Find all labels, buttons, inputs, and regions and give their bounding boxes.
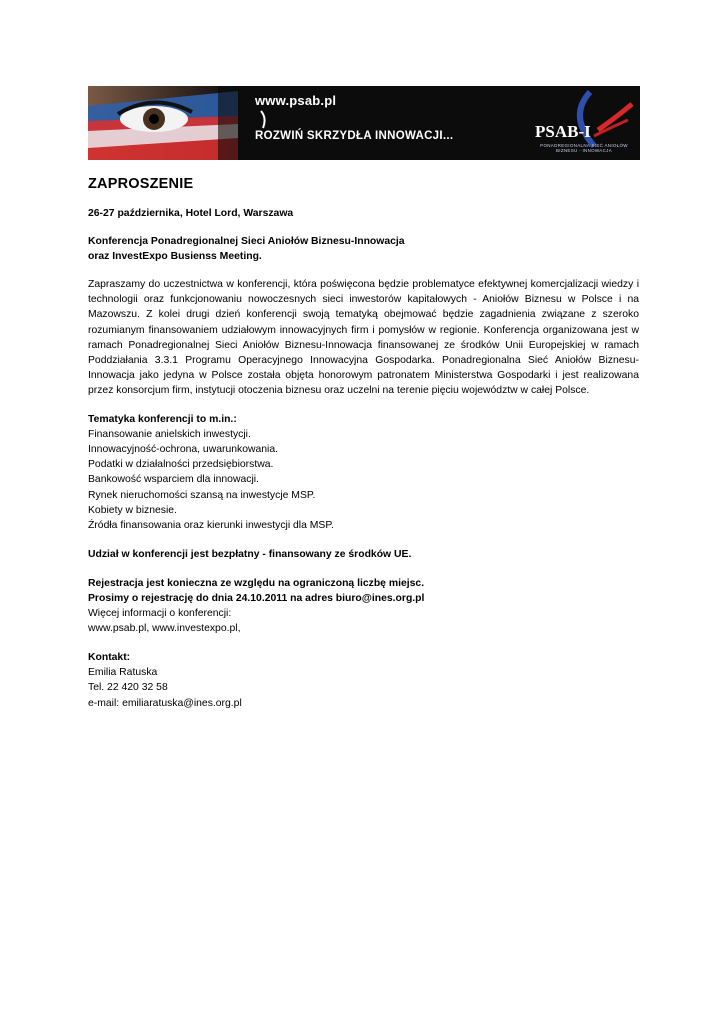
free-participation-note: Udział w konferencji jest bezpłatny - finansowany ze środków UE. bbox=[88, 548, 412, 560]
banner-url: www.psab.pl bbox=[255, 93, 337, 108]
topic-item: Rynek nieruchomości szansą na inwestycje MSP. bbox=[88, 489, 316, 501]
event-date-location: 26-27 października, Hotel Lord, Warszawa bbox=[88, 208, 294, 219]
topic-item: Kobiety w biznesie. bbox=[88, 504, 177, 516]
contact-section bbox=[88, 650, 639, 710]
more-info-links[interactable]: www.psab.pl, www.investexpo.pl, bbox=[88, 623, 241, 635]
registration-section bbox=[88, 576, 639, 636]
registration-deadline-note: Prosimy o rejestrację do dnia 24.10.2011 na adres biuro@ines.org.pl bbox=[88, 592, 425, 604]
topics-heading: Tematyka konferencji to m.in.: bbox=[88, 414, 237, 426]
conference-name bbox=[88, 234, 639, 264]
feather-mark-icon bbox=[258, 110, 272, 130]
topics-section bbox=[88, 412, 639, 533]
more-info-label: Więcej informacji o konferencji: bbox=[88, 608, 232, 620]
topic-item: Finansowanie anielskich inwestycji. bbox=[88, 429, 251, 441]
contact-phone: Tel. 22 420 32 58 bbox=[88, 682, 168, 694]
banner-slogan: ROZWIŃ SKRZYDŁA INNOWACJI... bbox=[255, 130, 454, 142]
eye-artwork-image bbox=[88, 86, 238, 160]
contact-name: Emilia Ratuska bbox=[88, 667, 158, 679]
registration-required-note: Rejestracja jest konieczna ze względu na ograniczoną liczbę miejsc. bbox=[88, 577, 425, 589]
psab-logo-text: PSAB-I bbox=[535, 122, 591, 141]
contact-email[interactable]: e-mail: emiliaratuska@ines.org.pl bbox=[88, 697, 242, 709]
contact-heading: Kontakt: bbox=[88, 652, 131, 664]
topic-item: Źródła finansowania oraz kierunki inwestycji dla MSP. bbox=[88, 519, 334, 531]
document-title: ZAPROSZENIE bbox=[88, 176, 194, 192]
header-banner bbox=[88, 86, 640, 160]
conference-name-line: Konferencja Ponadregionalnej Sieci Aniołów Biznesu-Innowacja bbox=[88, 236, 405, 248]
conference-name-line: oraz InvestExpo Busienss Meeting. bbox=[88, 251, 262, 263]
invitation-document bbox=[88, 176, 639, 711]
psab-logo-subtext: PONADREGIONALNA SIEĆ ANIOŁÓW BIZNESU - INNOWACJA bbox=[540, 143, 628, 153]
invitation-body: Zapraszamy do uczestnictwa w konferencji, która poświęcona będzie problematyce efektywnej komercjalizacji wiedzy i technologii oraz funkcjonowaniu nowoczesnych sieci inwestorów kapitałowych - Aniołów Biznesu w Polsce i na Mazowszu. Z kolei drugi dzień konferencji swoją tematyką obejmować będzie zagadnienia związane z szeroko rozumianym finansowaniem udziałowym innowacyjnych firm i pomysłów w regionie. Konferencja organizowana jest w ramach Ponadregionalnej Sieci Aniołów Biznesu-Innowacja finansowanej ze środków Unii Europejskiej w ramach Poddziałania 3.3.1 Programu Operacyjnego Innowacyjna Gospodarka. Ponadregionalna Sieć Aniołów Biznesu-Innowacja jako jedyna w Polsce została objęta honorowym patronatem Ministerstwa Gospodarki i jest realizowana przez konsorcjum firm, instytucji otoczenia biznesu oraz uczelni na terenie pięciu województw w całej Polsce. bbox=[88, 279, 639, 396]
topic-item: Innowacyjność-ochrona, uwarunkowania. bbox=[88, 444, 279, 456]
topic-item: Bankowość wsparciem dla innowacji. bbox=[88, 474, 259, 486]
topic-item: Podatki w działalności przedsiębiorstwa. bbox=[88, 459, 274, 471]
